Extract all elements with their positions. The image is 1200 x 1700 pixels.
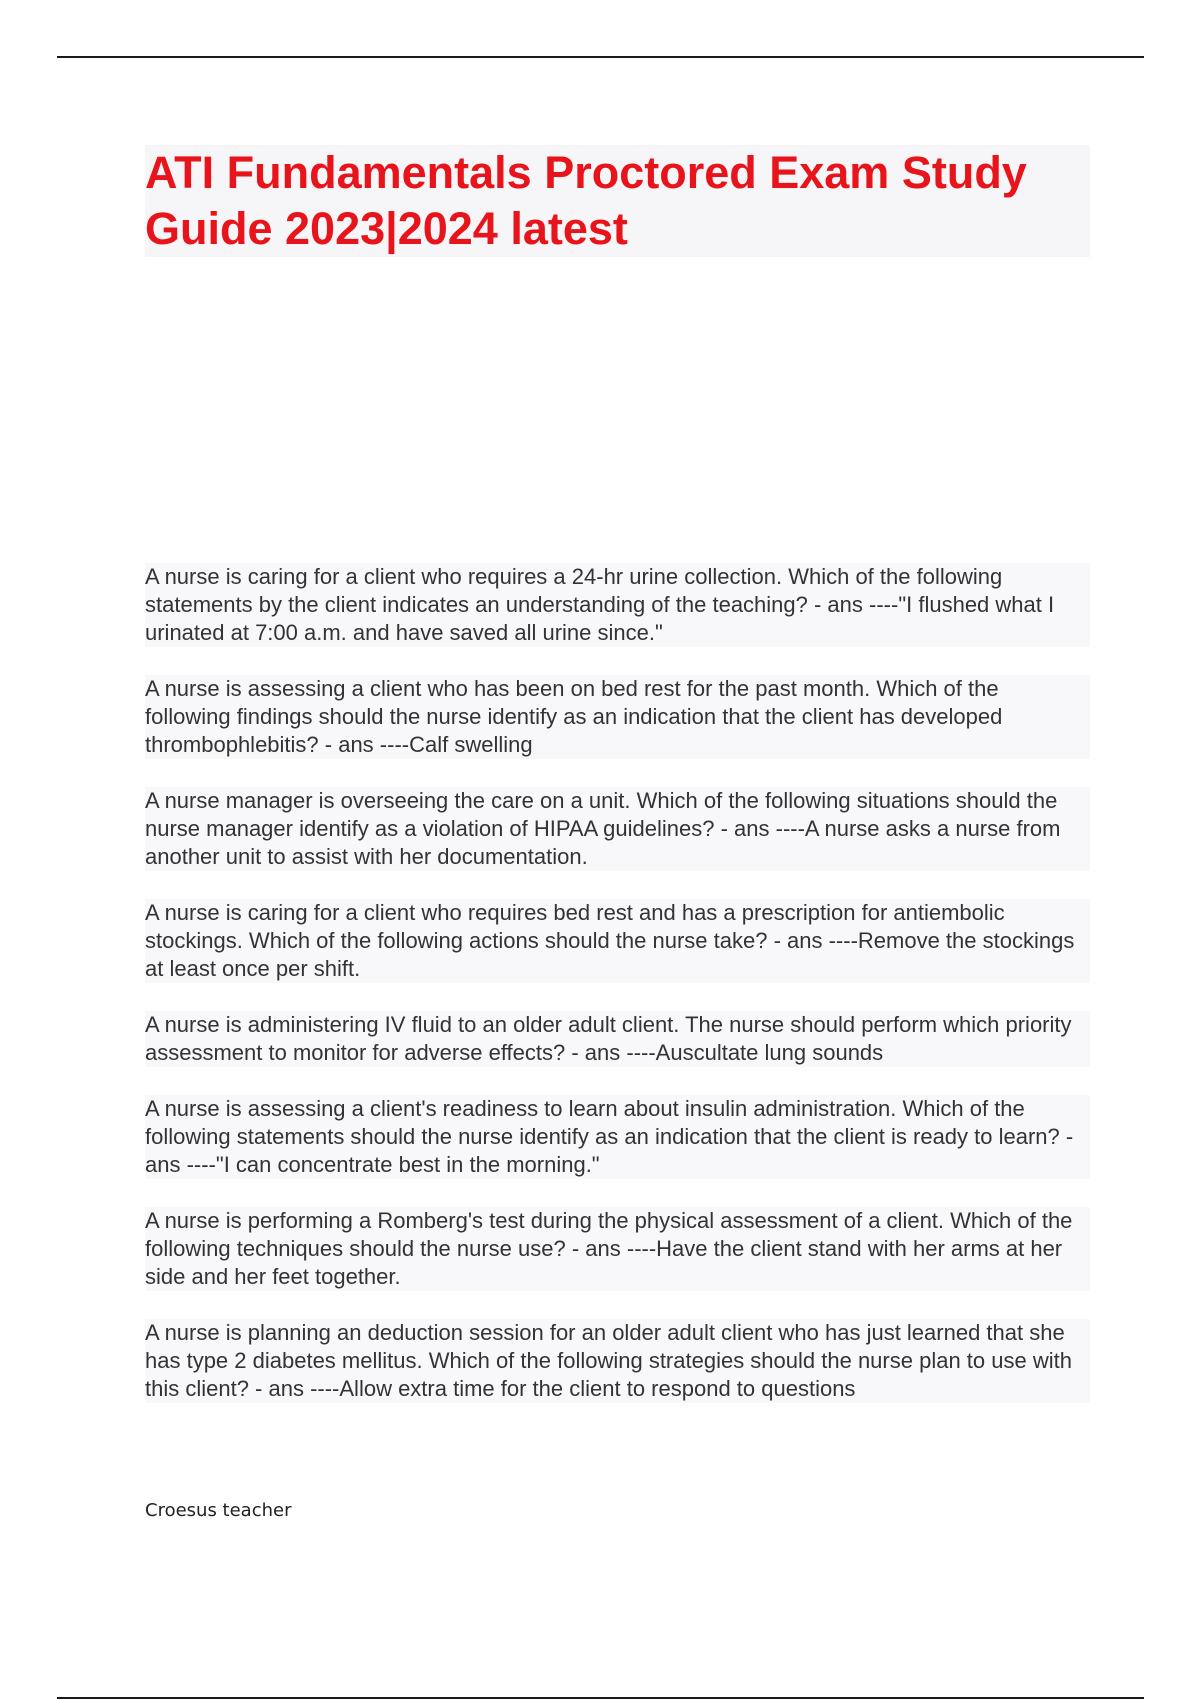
qa-item: A nurse is assessing a client's readiness to learn about insulin administration. Which of the following statements should the nurse identify as an indication that the client is ready to learn? - ans ----"I can concentrate best in the morning." (145, 1095, 1090, 1179)
bottom-rule (57, 1697, 1144, 1699)
qa-item: A nurse is caring for a client who requires a 24-hr urine collection. Which of the following statements by the client indicates an understanding of the teaching? - ans ----"I flushed what I urinated at 7:00 a.m. and have saved all urine since." (145, 563, 1090, 647)
qa-item: A nurse is caring for a client who requires bed rest and has a prescription for antiembolic stockings. Which of the following actions should the nurse take? - ans ----Remove the stockings at least once per shift. (145, 899, 1090, 983)
footer-author: Croesus teacher (145, 1500, 292, 1521)
qa-item: A nurse is assessing a client who has been on bed rest for the past month. Which of the following findings should the nurse identify as an indication that the client has developed thrombophlebitis? - ans ----Calf swelling (145, 675, 1090, 759)
qa-item: A nurse is planning an deduction session for an older adult client who has just learned that she has type 2 diabetes mellitus. Which of the following strategies should the nurse plan to use with this client? - ans ----Allow extra time for the client to respond to questions (145, 1319, 1090, 1403)
document-title: ATI Fundamentals Proctored Exam Study Guide 2023|2024 latest (145, 147, 1027, 254)
qa-list (145, 563, 1095, 1431)
qa-item: A nurse manager is overseeing the care on a unit. Which of the following situations should the nurse manager identify as a violation of HIPAA guidelines? - ans ----A nurse asks a nurse from another unit to assist with her documentation. (145, 787, 1090, 871)
qa-item: A nurse is administering IV fluid to an older adult client. The nurse should perform which priority assessment to monitor for adverse effects? - ans ----Auscultate lung sounds (145, 1011, 1090, 1067)
qa-item: A nurse is performing a Romberg's test during the physical assessment of a client. Which of the following techniques should the nurse use? - ans ----Have the client stand with her arms at her side and her feet together. (145, 1207, 1090, 1291)
top-rule (57, 56, 1144, 58)
title-block (145, 145, 1090, 257)
